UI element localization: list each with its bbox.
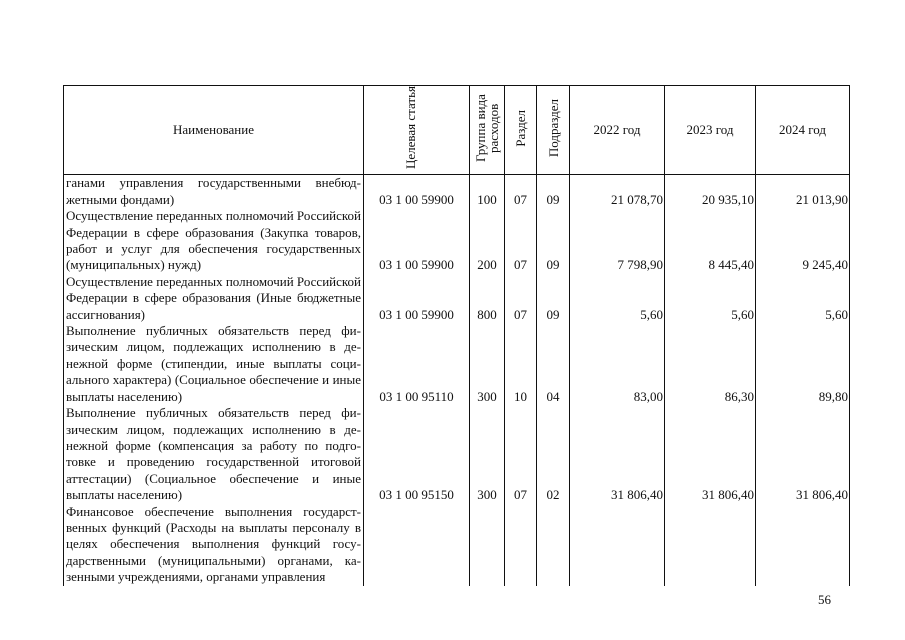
row-2023 [665,504,756,586]
row-2024: 5,60 [756,274,850,323]
row-2022: 7 798,90 [570,208,665,274]
row-target: 03 1 00 95150 [364,405,470,503]
row-subsection: 09 [537,274,570,323]
row-group: 300 [470,323,505,405]
row-2022: 83,00 [570,323,665,405]
row-section: 07 [505,274,537,323]
row-section: 10 [505,323,537,405]
row-subsection: 02 [537,405,570,503]
row-target: 03 1 00 59900 [364,274,470,323]
table-row [64,208,850,274]
row-subsection: 09 [537,175,570,208]
row-target [364,504,470,586]
row-subsection: 04 [537,323,570,405]
row-group: 200 [470,208,505,274]
table-row [64,323,850,405]
row-2024 [756,504,850,586]
row-section: 07 [505,208,537,274]
row-group: 100 [470,175,505,208]
row-section [505,504,537,586]
header-target: Целевая статья [364,86,470,175]
row-2023: 20 935,10 [665,175,756,208]
row-2023: 86,30 [665,323,756,405]
row-2024: 21 013,90 [756,175,850,208]
row-target: 03 1 00 59900 [364,175,470,208]
row-name: Финансовое обеспечение выполнения государственных функций (Расходы на выплаты персоналу в целях обеспечения выполнения функций государственными (муниципальными) органами, казенными учреждениями, органами управления [64,504,364,586]
table-row [64,274,850,323]
row-group: 300 [470,405,505,503]
budget-table [63,85,850,586]
header-group: Группа вида расходов [470,86,505,175]
row-section: 07 [505,405,537,503]
header-2023: 2023 год [665,86,756,175]
row-2024: 31 806,40 [756,405,850,503]
row-2023: 31 806,40 [665,405,756,503]
row-group: 800 [470,274,505,323]
row-2024: 9 245,40 [756,208,850,274]
table-row [64,504,850,586]
row-name: ганами управления государственными внебюджетными фондами) [64,175,364,208]
row-target: 03 1 00 95110 [364,323,470,405]
header-2022: 2022 год [570,86,665,175]
row-2022 [570,504,665,586]
row-2022: 21 078,70 [570,175,665,208]
row-name: Осуществление переданных полномочий Российской Федерации в сфере образования (Закупка товаров, работ и услуг для обеспечения государственных (муниципальных) нужд) [64,208,364,274]
table-row [64,175,850,208]
row-target: 03 1 00 59900 [364,208,470,274]
header-2024: 2024 год [756,86,850,175]
table-row [64,405,850,503]
row-name: Осуществление переданных полномочий Российской Федерации в сфере образования (Иные бюджетные ассигнования) [64,274,364,323]
row-2022: 5,60 [570,274,665,323]
page-number: 56 [818,592,831,607]
row-name: Выполнение публичных обязательств перед физическим лицом, подлежащих исполнению в денежной форме (стипендии, иные выплаты социального характера) (Социальное обеспечение и иные выплаты населению) [64,323,364,405]
row-2024: 89,80 [756,323,850,405]
row-2023: 8 445,40 [665,208,756,274]
header-section: Раздел [505,86,537,175]
row-subsection [537,504,570,586]
row-2023: 5,60 [665,274,756,323]
row-2022: 31 806,40 [570,405,665,503]
header-name: Наименование [64,86,364,175]
row-subsection: 09 [537,208,570,274]
header-subsection: Подраздел [537,86,570,175]
header-row [64,86,850,175]
row-section: 07 [505,175,537,208]
row-name: Выполнение публичных обязательств перед физическим лицом, подлежащих исполнению в денежной форме (компенсация за работу по подготовке и проведению государственной итоговой аттестации) (Социальное обеспечение и иные выплаты населению) [64,405,364,503]
row-group [470,504,505,586]
